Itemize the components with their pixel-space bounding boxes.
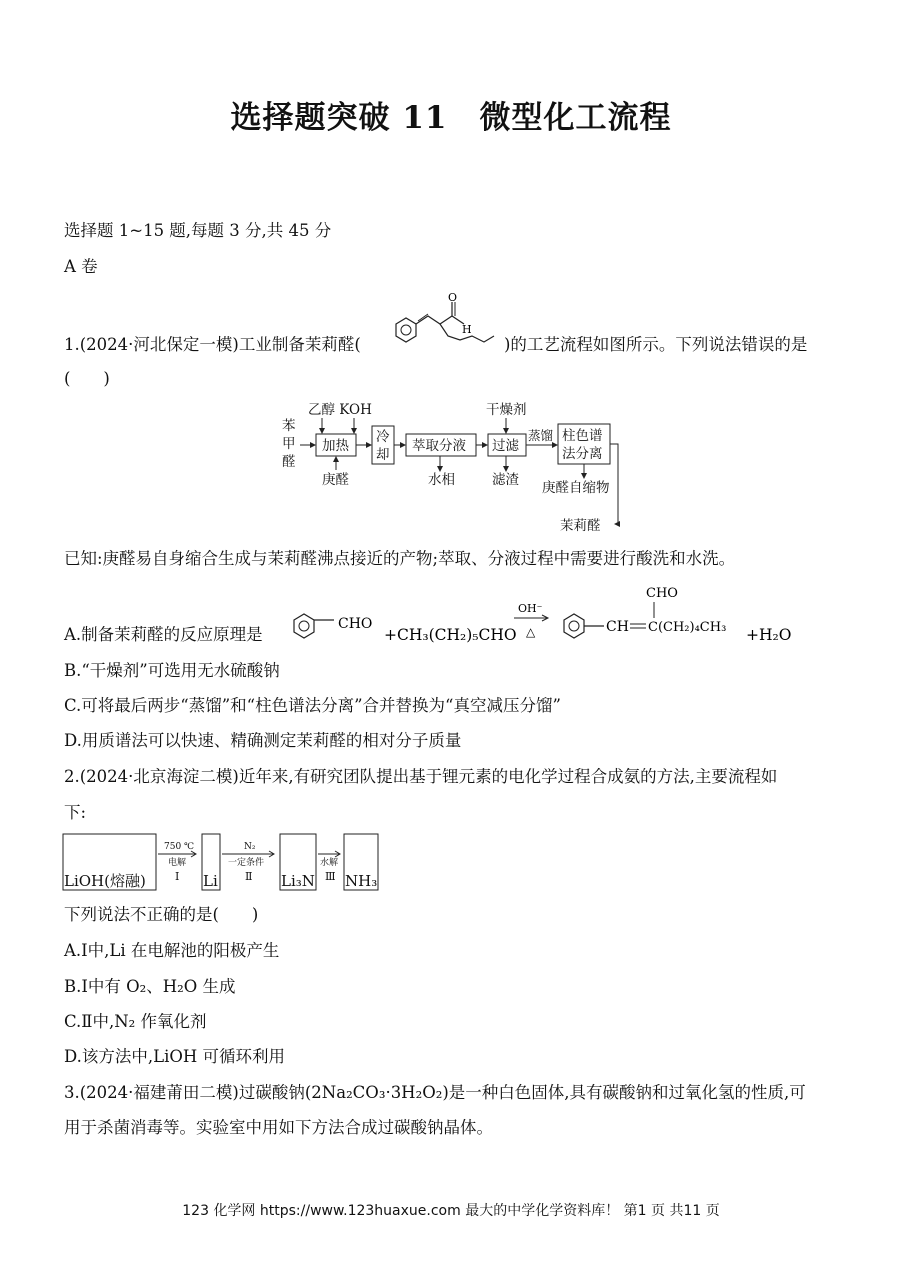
q1-stem-a: 1.(2024·河北保定一模)工业制备茉莉醛( bbox=[64, 335, 361, 354]
flow-water-phase: 水相 bbox=[428, 472, 455, 488]
flow-reagent-top: 乙醇 KOH bbox=[308, 402, 372, 418]
intro-text: 选择题 1~15 题,每题 3 分,共 45 分 bbox=[64, 221, 332, 240]
product-ch: CH bbox=[606, 619, 629, 635]
product-cho: CHO bbox=[646, 586, 678, 601]
q1-paren: ( ) bbox=[64, 369, 110, 388]
product-chain: C(CH₂)₄CH₃ bbox=[648, 620, 727, 635]
flow-cool-1: 冷 bbox=[376, 429, 390, 445]
q1-known: 已知:庚醛易自身缩合生成与茉莉醛沸点接近的产物;萃取、分液过程中需要进行酸洗和水洗。 bbox=[64, 549, 736, 568]
reactant-cho: CHO bbox=[338, 616, 373, 632]
page-footer: 123 化学网 https://www.123huaxue.com 最大的中学化学资料库！ 第1 页 共11 页 bbox=[182, 1203, 720, 1219]
page-title: 选择题突破 11 微型化工流程 bbox=[230, 100, 672, 136]
flow-column-2: 法分离 bbox=[562, 446, 603, 462]
q2-box-li: Li bbox=[203, 872, 218, 890]
q2-arrow2-mid: 一定条件 bbox=[228, 858, 265, 868]
jasminaldehyde-structure bbox=[376, 286, 506, 358]
flow-distill: 蒸馏 bbox=[528, 428, 554, 443]
q2-option-d: D.该方法中,LiOH 可循环利用 bbox=[64, 1047, 286, 1066]
q1-option-a-label: A.制备茉莉醛的反应原理是 bbox=[64, 625, 263, 644]
flow-byproduct: 庚醛自缩物 bbox=[542, 480, 610, 496]
flow-residue: 滤渣 bbox=[492, 472, 519, 488]
catalyst-oh: OH⁻ bbox=[518, 602, 543, 615]
q2-ask: 下列说法不正确的是( ) bbox=[64, 905, 259, 924]
q1-option-c: C.可将最后两步“蒸馏”和“柱色谱法分离”合并替换为“真空减压分馏” bbox=[64, 696, 561, 715]
q2-flowchart bbox=[62, 832, 382, 892]
q2-stem-2: 下: bbox=[64, 803, 87, 822]
flow-cool-2: 却 bbox=[376, 447, 390, 463]
q2-box-lioh: LiOH(熔融) bbox=[64, 872, 146, 890]
struct-o-label: O bbox=[448, 291, 458, 304]
q2-arrow2-num: Ⅱ bbox=[245, 870, 253, 883]
flow-filter: 过滤 bbox=[492, 438, 519, 454]
flow-start-3: 醛 bbox=[282, 454, 296, 470]
q2-arrow2-top: N₂ bbox=[244, 842, 256, 852]
flow-product: 茉莉醛 bbox=[560, 518, 601, 534]
q1-reaction-equation bbox=[286, 580, 792, 650]
q1-option-b: B.“干燥剂”可选用无水硫酸钠 bbox=[64, 661, 280, 680]
q3-stem-2: 用于杀菌消毒等。实验室中用如下方法合成过碳酸钠晶体。 bbox=[64, 1118, 493, 1137]
q2-stem-1: 2.(2024·北京海淀二模)近年来,有研究团队提出基于锂元素的电化学过程合成氨的方法,主要流程如 bbox=[64, 767, 778, 786]
q2-option-b: B.Ⅰ中有 O₂、H₂O 生成 bbox=[64, 977, 236, 996]
flow-start-1: 苯 bbox=[282, 418, 296, 434]
q2-option-c: C.Ⅱ中,N₂ 作氧化剂 bbox=[64, 1012, 207, 1031]
q2-arrow3-num: Ⅲ bbox=[325, 870, 336, 883]
q1-option-d: D.用质谱法可以快速、精确测定茉莉醛的相对分子质量 bbox=[64, 731, 462, 750]
q2-box-li3n: Li₃N bbox=[281, 872, 315, 890]
q2-arrow1-num: Ⅰ bbox=[175, 870, 180, 883]
q3-stem-1: 3.(2024·福建莆田二模)过碳酸钠(2Na₂CO₃·3H₂O₂)是一种白色固体,具有碳酸钠和过氧化氢的性质,可 bbox=[64, 1083, 806, 1102]
flow-dryer: 干燥剂 bbox=[486, 402, 527, 418]
q2-option-a: A.Ⅰ中,Li 在电解池的阳极产生 bbox=[64, 941, 280, 960]
q2-arrow3-mid: 水解 bbox=[320, 858, 339, 868]
flow-heat: 加热 bbox=[322, 438, 349, 454]
struct-h-label: H bbox=[462, 323, 472, 336]
q1-stem-b: )的工艺流程如图所示。下列说法错误的是 bbox=[504, 335, 808, 354]
flow-start-2: 甲 bbox=[282, 436, 296, 452]
flow-extract: 萃取分液 bbox=[412, 438, 466, 454]
flow-column-1: 柱色谱 bbox=[562, 428, 603, 444]
product-water: +H₂O bbox=[746, 626, 792, 644]
q2-box-nh3: NH₃ bbox=[345, 872, 378, 890]
q2-arrow1-mid: 电解 bbox=[168, 858, 187, 868]
q1-flowchart bbox=[270, 396, 630, 538]
flow-heptanal: 庚醛 bbox=[322, 472, 349, 488]
q2-arrow1-top: 750 ℃ bbox=[164, 842, 195, 852]
heat-symbol: △ bbox=[526, 625, 536, 639]
section-label: A 卷 bbox=[64, 257, 98, 276]
reactant-heptanal: +CH₃(CH₂)₅CHO bbox=[384, 626, 517, 644]
